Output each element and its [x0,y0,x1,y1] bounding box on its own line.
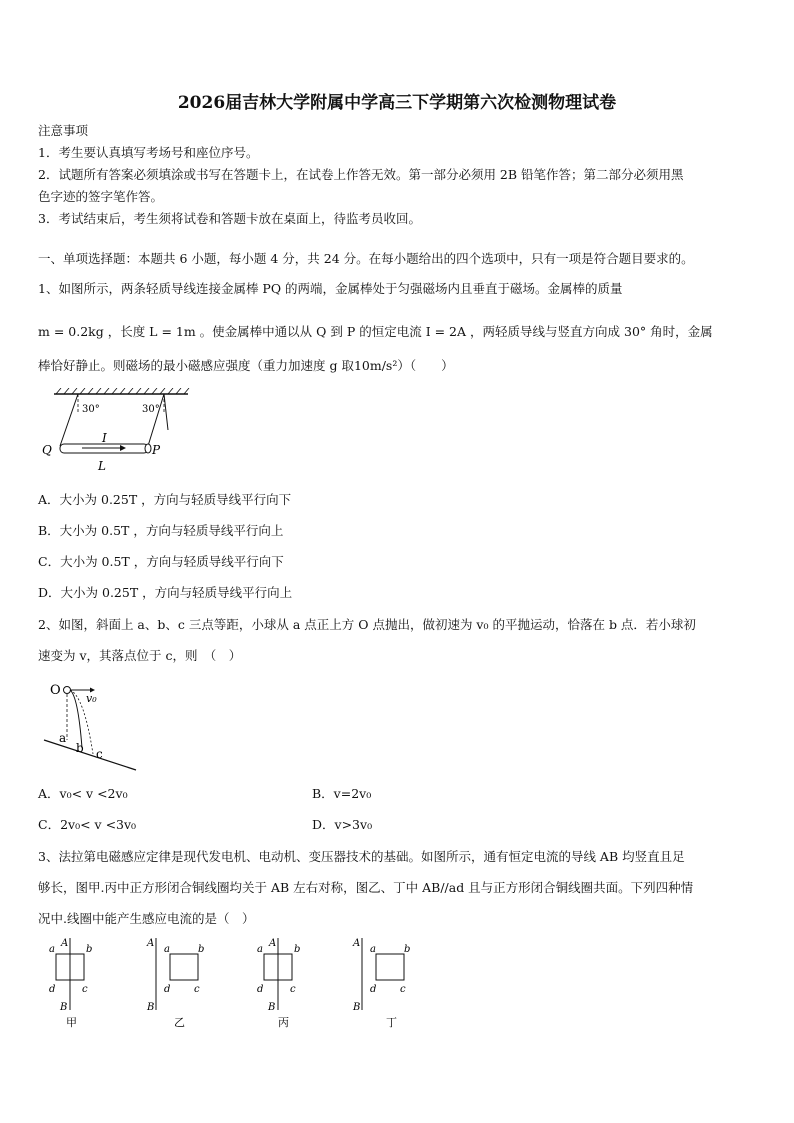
note-item-3: 3．考试结束后，考生须将试卷和答题卡放在桌面上，待监考员收回。 [38,211,421,226]
q3-figure-bing [256,936,312,1028]
label-b: b [198,944,205,955]
notes-heading: 注意事项 [38,123,89,138]
right-wire-extension [164,394,168,430]
label-d: d [164,984,171,995]
q3-figure-jia [48,936,104,1028]
slope [44,740,136,770]
label-b: b [294,944,301,955]
q3-figure-ding [352,936,418,1028]
q2-option-a: A．v₀< v <2v₀ [38,786,128,801]
label-B: B [147,1002,155,1013]
trajectory-b [70,690,82,748]
q1-stem-line1: 1、如图所示，两条轻质导线连接金属棒 PQ 的两端，金属棒处于匀强磁场内且垂直于磁场。金属棒的质量 [38,281,623,296]
label-c: c [82,984,88,995]
label-c: c [194,984,200,995]
label-q: Q [42,443,52,457]
q1-option-c: C．大小为 0.5T ，方向与轻质导线平行向下 [38,554,284,569]
label-a: a [370,944,376,955]
label-B: B [60,1002,68,1013]
caption-jia: 甲 [66,1016,77,1028]
ball [64,687,71,694]
label-A: A [61,938,69,949]
label-a: a [49,944,55,955]
ceiling-hatch [56,388,189,394]
section-heading: 一、单项选择题：本题共 6 小题，每小题 4 分，共 24 分。在每小题给出的四个选项中，只有一项是符合题目要求的。 [38,251,694,266]
coil-square [170,954,198,980]
rod-end [145,444,151,453]
label-d: d [370,984,377,995]
q3-stem-line2: 够长，图甲.丙中正方形闭合铜线圈均关于 AB 左右对称，图乙、丁中 AB//ad 且与正方形闭合铜线圈共面。下列四种情 [38,880,694,895]
label-b: b [86,944,93,955]
q1-option-b: B．大小为 0.5T ，方向与轻质导线平行向上 [38,523,284,538]
caption-ding: 丁 [386,1016,397,1028]
q3-figure-yi [146,936,212,1028]
q2-option-d: D．v>3v₀ [312,817,373,832]
label-d: d [257,984,264,995]
label-A: A [353,938,361,949]
label-b: b [404,944,411,955]
page-title: 2026届吉林大学附属中学高三下学期第六次检测物理试卷 [177,93,617,113]
q2-option-c: C．2v₀< v <3v₀ [38,817,137,832]
q3-stem-line1: 3、法拉第电磁感应定律是现代发电机、电动机、变压器技术的基础。如图所示，通有恒定电流的导线 AB 均竖直且足 [38,849,685,864]
q2-stem-line2: 速变为 v，其落点位于 c，则 （ ） [38,648,242,663]
q1-stem-line3: 棒恰好静止。则磁场的最小磁感应强度（重力加速度 g 取10m/s²）（ ） [38,358,454,373]
label-c: c [96,747,103,761]
coil-square [376,954,404,980]
q2-figure [38,678,148,774]
label-a: a [164,944,170,955]
note-item-2: 2．试题所有答案必须填涂或书写在答题卡上，在试卷上作答无效。第一部分必须用 2B 铅笔作答；第二部分必须用黑 [38,167,684,182]
q1-option-a: A．大小为 0.25T ，方向与轻质导线平行向下 [38,492,292,507]
caption-yi: 乙 [174,1016,185,1028]
label-l: L [98,459,106,473]
label-c: c [400,984,406,995]
q1-option-d: D．大小为 0.25T ，方向与轻质导线平行向上 [38,585,293,600]
left-wire [60,394,78,446]
caption-bing: 丙 [278,1016,289,1028]
angle-right-label: 30° [142,404,160,415]
label-i: I [102,431,107,445]
q3-stem-line3: 况中.线圈中能产生感应电流的是（ ） [38,911,255,926]
label-d: d [49,984,56,995]
q2-stem-line1: 2、如图，斜面上 a、b、c 三点等距，小球从 a 点正上方 O 点抛出，做初速为 v₀ 的平抛运动，恰落在 b 点．若小球初 [38,617,696,632]
label-B: B [353,1002,361,1013]
label-a: a [59,731,67,745]
q2-option-b: B．v=2v₀ [312,786,372,801]
label-p: P [152,443,161,457]
label-A: A [269,938,277,949]
label-a: a [257,944,263,955]
label-B: B [268,1002,276,1013]
right-wire [148,394,164,446]
label-c: c [290,984,296,995]
label-A: A [147,938,155,949]
label-v0: v₀ [86,692,97,705]
q1-figure [38,388,198,478]
label-o: O [50,683,61,698]
note-item-2-cont: 色字迹的签字笔作答。 [38,189,164,204]
label-b: b [76,741,84,755]
q1-stem-line2: m = 0.2kg ，长度 L = 1m 。使金属棒中通以从 Q 到 P 的恒定电流 I = 2A ，两轻质导线与竖直方向成 30° 角时，金属 [38,324,713,339]
note-item-1: 1．考生要认真填写考场号和座位序号。 [38,145,259,160]
angle-left-label: 30° [82,404,100,415]
